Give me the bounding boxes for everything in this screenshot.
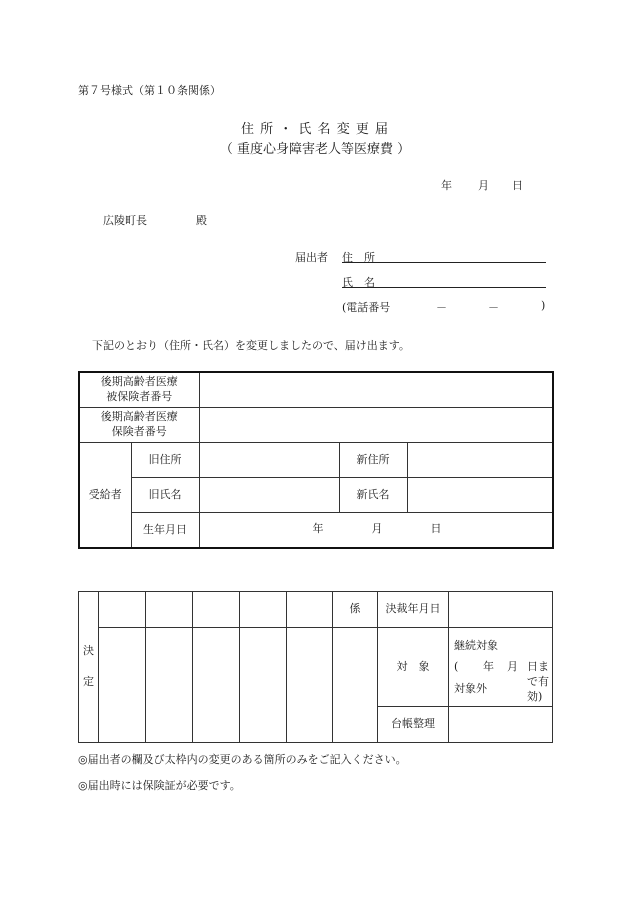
valid-until-label: 日まで有効) — [527, 660, 549, 703]
phone-close-paren: ) — [541, 299, 546, 312]
date-year-label: 年 — [441, 179, 452, 192]
stamp-cell-2-top[interactable] — [146, 592, 193, 628]
kakari-label: 係 — [333, 592, 378, 628]
stamp-cell-3-bottom[interactable] — [193, 628, 240, 743]
note-2: ◎届出時には保険証が必要です。 — [78, 779, 241, 792]
phone-dash-1: － — [436, 301, 447, 314]
applicant-address-line[interactable] — [342, 262, 546, 263]
old-name-label: 旧氏名 — [131, 478, 199, 513]
decision-label: 決 定 — [79, 592, 99, 743]
applicant-address-label: 住 所 — [342, 251, 375, 264]
decision-date-label: 決裁年月日 — [378, 592, 449, 628]
form-subtitle: （ 重度心身障害老人等医療費 ） — [219, 142, 411, 157]
insurer-number-field[interactable] — [199, 408, 553, 443]
non-target-option: 対象外 — [454, 682, 487, 695]
stamp-cell-5-bottom[interactable] — [287, 628, 333, 743]
birthdate-label: 生年月日 — [131, 513, 199, 549]
note-1: ◎届出者の欄及び太枠内の変更のある箇所のみをご記入ください。 — [78, 753, 407, 766]
new-name-label: 新氏名 — [339, 478, 407, 513]
addressee-honorific: 殿 — [196, 214, 207, 227]
valid-month-label: 月 — [507, 660, 518, 673]
decision-date-field[interactable] — [449, 592, 553, 628]
addressee-name: 広陵町長 — [103, 214, 147, 227]
stamp-cell-2-bottom[interactable] — [146, 628, 193, 743]
insured-number-label: 後期高齢者医療 被保険者番号 — [79, 372, 199, 408]
stamp-cell-3-top[interactable] — [193, 592, 240, 628]
date-month-label: 月 — [478, 179, 489, 192]
recipient-label: 受給者 — [79, 443, 131, 549]
stamp-cell-4-top[interactable] — [240, 592, 287, 628]
birth-year-label: 年 — [312, 522, 324, 535]
continue-target-option: 継続対象 — [454, 639, 498, 652]
main-table — [78, 371, 554, 549]
birth-day-label: 日 — [430, 522, 442, 535]
new-address-label: 新住所 — [339, 443, 407, 478]
date-day-label: 日 — [512, 179, 523, 192]
valid-open-paren: ( — [454, 660, 459, 673]
new-address-field[interactable] — [407, 443, 553, 478]
stamp-cell-1-top[interactable] — [99, 592, 146, 628]
stamp-cell-1-bottom[interactable] — [99, 628, 146, 743]
old-name-field[interactable] — [199, 478, 339, 513]
applicant-name-label: 氏 名 — [342, 276, 375, 289]
stamp-cell-4-bottom[interactable] — [240, 628, 287, 743]
phone-dash-2: － — [488, 301, 499, 314]
decision-table — [78, 591, 553, 743]
old-address-label: 旧住所 — [131, 443, 199, 478]
target-label: 対 象 — [378, 628, 449, 707]
applicant-name-line[interactable] — [342, 287, 546, 288]
ledger-field[interactable] — [449, 707, 553, 743]
form-number: 第７号様式（第１０条関係） — [78, 84, 221, 97]
applicant-label: 届出者 — [295, 251, 328, 264]
birth-month-label: 月 — [371, 522, 383, 535]
ledger-label: 台帳整理 — [378, 707, 449, 743]
valid-year-label: 年 — [483, 660, 494, 673]
kakari-stamp-cell[interactable] — [333, 628, 378, 743]
birthdate-field[interactable] — [199, 513, 553, 549]
old-address-field[interactable] — [199, 443, 339, 478]
statement-text: 下記のとおり（住所・氏名）を変更しましたので、届け出ます。 — [92, 339, 410, 352]
insured-number-field[interactable] — [199, 372, 553, 408]
form-title: 住 所 ・ 氏 名 変 更 届 — [241, 122, 389, 137]
insurer-number-label: 後期高齢者医療 保険者番号 — [79, 408, 199, 443]
target-options[interactable] — [449, 628, 553, 707]
applicant-phone-label: (電話番号 — [342, 301, 391, 314]
stamp-cell-5-top[interactable] — [287, 592, 333, 628]
new-name-field[interactable] — [407, 478, 553, 513]
